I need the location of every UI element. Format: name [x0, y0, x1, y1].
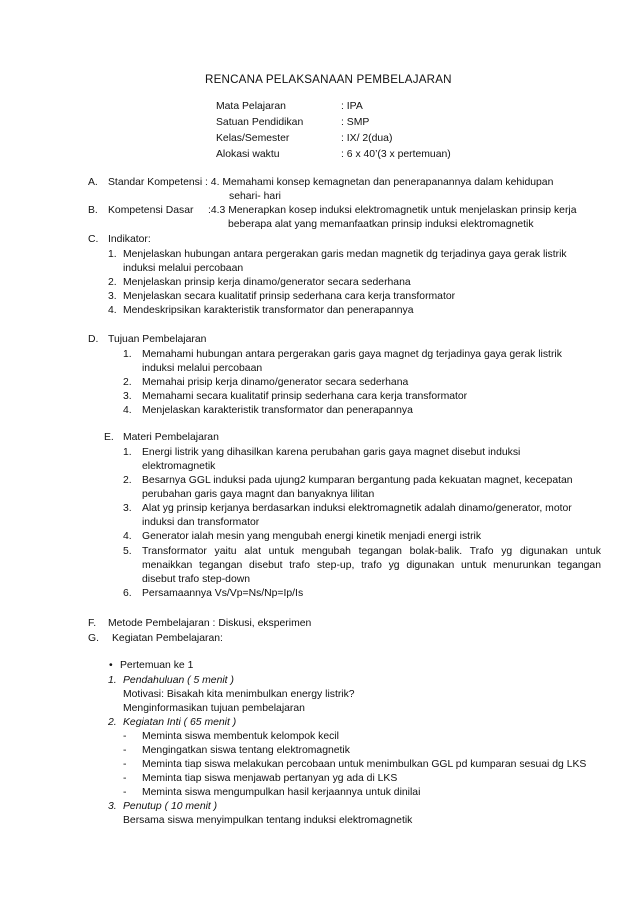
dash-marker: - — [123, 787, 127, 798]
identity-value: : SMP — [341, 117, 370, 128]
phase-number: 2. — [108, 717, 117, 728]
list-item: Menjelaskan karakteristik transformator dan penerapannya — [142, 405, 413, 416]
list-item: Menjelaskan prinsip kerja dinamo/generator secara sederhana — [123, 277, 411, 288]
objectives-heading: Tujuan Pembelajaran — [108, 334, 207, 345]
section-marker: D. — [88, 334, 99, 345]
phase-title: Penutup ( 10 menit ) — [123, 801, 218, 812]
activity-item: Meminta siswa membentuk kelompok kecil — [142, 731, 339, 742]
list-item: Persamaannya Vs/Vp=Ns/Np=Ip/Is — [142, 588, 304, 599]
list-item: Mendeskripsikan karakteristik transformator dan penerapannya — [123, 305, 414, 316]
material-heading: Materi Pembelajaran — [123, 432, 219, 443]
phase-number: 1. — [108, 675, 117, 686]
list-number: 1. — [123, 349, 132, 360]
list-item: Menjelaskan secara kualitatif prinsip sederhana cara kerja transformator — [123, 291, 456, 302]
phase-number: 3. — [108, 801, 117, 812]
basic-competency: :4.3 Menerapkan kosep induksi elektromagnetik untuk menjelaskan prinsip kerja — [208, 205, 577, 216]
list-item: induksi dan transformator — [142, 517, 260, 528]
dash-marker: - — [123, 759, 127, 770]
dash-marker: - — [123, 731, 127, 742]
identity-label: Satuan Pendidikan — [216, 117, 304, 128]
method-text: Metode Pembelajaran : Diskusi, eksperimen — [108, 618, 312, 629]
identity-label: Alokasi waktu — [216, 149, 280, 160]
list-number: 3. — [123, 391, 132, 402]
indicator-heading: Indikator: — [108, 234, 151, 245]
identity-label: Mata Pelajaran — [216, 101, 286, 112]
list-number: 3. — [123, 503, 132, 514]
section-marker: E. — [104, 432, 114, 443]
list-number: 6. — [123, 588, 132, 599]
list-item: Memahami hubungan antara pergerakan garis gaya magnet dg terjadinya gaya gerak listrik — [142, 349, 562, 360]
list-item: elektromagnetik — [142, 461, 216, 472]
list-number: 2. — [123, 475, 132, 486]
phase-title: Kegiatan Inti ( 65 menit ) — [123, 717, 237, 728]
phase-line: Bersama siswa menyimpulkan tentang induksi elektromagnetik — [123, 815, 413, 826]
section-marker: A. — [88, 177, 98, 188]
meeting-label: Pertemuan ke 1 — [120, 660, 194, 671]
list-item: Alat yg prinsip kerjanya berdasarkan induksi elektromagnetik adalah dinamo/generator, motor — [142, 503, 572, 514]
list-item: Generator ialah mesin yang mengubah energi kinetik menjadi energi istrik — [142, 531, 482, 542]
list-item: Transformator yaitu alat untuk mengubah tegangan bolak-balik. Trafo yg digunakan untuk — [142, 546, 601, 557]
list-number: 3. — [108, 291, 117, 302]
list-item: menaikkan tegangan disebut trafo step-up, trafo yg digunakan untuk menurunkan tegangan — [142, 560, 601, 571]
list-item: disebut trafo step-down — [142, 574, 251, 585]
list-item: Memahai prisip kerja dinamo/generator secara sederhana — [142, 377, 409, 388]
list-item: Besarnya GGL induksi pada ujung2 kumparan bergantung pada kekuatan magnet, kecepatan — [142, 475, 573, 486]
activities-heading: Kegiatan Pembelajaran: — [112, 633, 223, 644]
list-item: induksi melalui percobaan — [123, 263, 244, 274]
list-item: perubahan garis gaya magnt dan banyaknya lilitan — [142, 489, 375, 500]
list-number: 2. — [108, 277, 117, 288]
list-item: Energi listrik yang dihasilkan karena perubahan garis gaya magnet disebut induksi — [142, 447, 521, 458]
list-item: induksi melalui percobaan — [142, 363, 263, 374]
list-number: 4. — [123, 531, 132, 542]
activity-item: Meminta tiap siswa menjawab pertanyan yg ada di LKS — [142, 773, 398, 784]
list-number: 1. — [108, 249, 117, 260]
bullet-icon: • — [109, 660, 113, 671]
list-number: 4. — [123, 405, 132, 416]
dash-marker: - — [123, 773, 127, 784]
identity-value: : IX/ 2(dua) — [341, 133, 393, 144]
standard-competency-cont: sehari- hari — [229, 191, 281, 202]
identity-label: Kelas/Semester — [216, 133, 290, 144]
basic-competency-label: Kompetensi Dasar — [108, 205, 194, 216]
activity-item: Mengingatkan siswa tentang elektromagnetik — [142, 745, 350, 756]
list-item: Memahami secara kualitatif prinsip sederhana cara kerja transformator — [142, 391, 468, 402]
section-marker: G. — [88, 633, 99, 644]
section-marker: C. — [88, 234, 99, 245]
dash-marker: - — [123, 745, 127, 756]
basic-competency-cont: beberapa alat yang memanfaatkan prinsip induksi elektromagnetik — [228, 219, 534, 230]
phase-line: Menginformasikan tujuan pembelajaran — [123, 703, 305, 714]
list-item: Menjelaskan hubungan antara pergerakan garis medan magnetik dg terjadinya gaya gerak listrik — [123, 249, 567, 260]
identity-value: : IPA — [341, 101, 363, 112]
list-number: 4. — [108, 305, 117, 316]
activity-item: Meminta tiap siswa melakukan percobaan untuk menimbulkan GGL pd kumparan sesuai dg LKS — [142, 759, 587, 770]
list-number: 5. — [123, 546, 132, 557]
document-title: RENCANA PELAKSANAAN PEMBELAJARAN — [205, 73, 452, 86]
section-marker: B. — [88, 205, 98, 216]
activity-item: Meminta siswa mengumpulkan hasil kerjaannya untuk dinilai — [142, 787, 421, 798]
section-marker: F. — [88, 618, 97, 629]
phase-title: Pendahuluan ( 5 menit ) — [123, 675, 234, 686]
identity-value: : 6 x 40’(3 x pertemuan) — [341, 149, 451, 160]
standard-competency: Standar Kompetensi : 4. Memahami konsep kemagnetan dan penerapanannya dalam kehidupan — [108, 177, 554, 188]
phase-line: Motivasi: Bisakah kita menimbulkan energy listrik? — [123, 689, 355, 700]
list-number: 2. — [123, 377, 132, 388]
list-number: 1. — [123, 447, 132, 458]
